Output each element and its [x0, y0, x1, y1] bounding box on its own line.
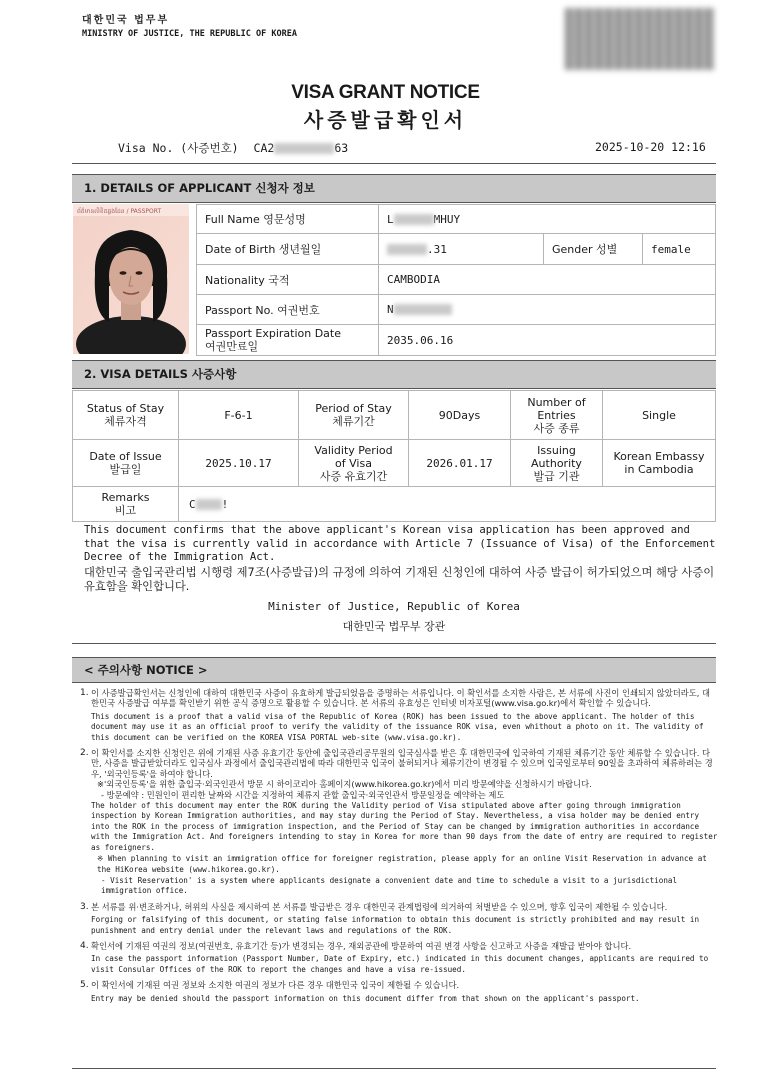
notice-item-english: This document is a proof that a valid visa of the Republic of Korea (ROK) has been issued to the above applicant. The holder of this document may use it as an official proof to verify the validity of the issuance ROK visa, even whithout a photo on it. The validity of this document can be verified on the KOREA VISA PORTAL web-site (www.visa.go.kr).: [91, 711, 704, 742]
barcode-redacted: [565, 8, 715, 70]
issuing-authority-label-en2: Authority: [531, 456, 582, 470]
validity-period-label: [298, 439, 409, 487]
notice-item-english: In case the passport information (Passport Number, Date of Expiry, etc.) indicated in this document changes, applicants are required to visit Consular Offices of the ROK to report the changes and have a visa re-issued.: [91, 954, 709, 974]
passport-expiration-label: [196, 324, 379, 356]
nationality-label: Nationality 국적: [196, 264, 379, 295]
issuing-authority-label: [510, 439, 603, 487]
entries-label: [510, 390, 603, 440]
remarks-label-en: Remarks: [101, 491, 150, 504]
bottom-divider: [72, 1068, 716, 1069]
dob-suffix: .31: [427, 242, 447, 256]
issuing-authority-label-en1: Issuing: [537, 443, 576, 457]
status-of-stay-value: F-6-1: [178, 390, 299, 440]
notice-item-korean: 이 확인서를 소지한 신청인은 위에 기재된 사증 유효기간 동안에 출입국관리공무원의 입국심사를 받은 후 대한민국에 입국하여 기재된 체류기간 동안 체류할 수 있습니다. 다만, 사증을 발급받았더라도 입국심사 과정에서 출입국관리법에 따라 대한민국 입국이 불허되거나 체류기간이 변경될 수 있으며 입국일로부터 90일을 초과하여 체류하려는 경우, '외국인등록'을 하여야 합니다.: [91, 748, 713, 779]
signer-english: Minister of Justice, Republic of Korea: [268, 600, 520, 613]
entries-label-en1: Number of: [527, 395, 586, 409]
passport-expiration-value: 2035.06.16: [378, 324, 716, 356]
full-name-suffix: MHUY: [433, 212, 461, 226]
document-title-english: VISA GRANT NOTICE: [291, 82, 480, 103]
section-visa-header: 2. VISA DETAILS 사증사항: [72, 360, 716, 389]
notice-item: [80, 688, 718, 743]
validity-period-label-ko: 사증 유효기간: [319, 469, 388, 483]
date-of-issue-value: 2025.10.17: [178, 439, 299, 487]
gender-value: female: [642, 233, 716, 265]
visa-number-label: Visa No. (사증번호): [118, 141, 239, 155]
notice-item-number: 1.: [80, 688, 89, 698]
remarks-value: [178, 486, 716, 522]
section-applicant-header: 1. DETAILS OF APPLICANT 신청자 정보: [72, 174, 716, 203]
entries-value: Single: [602, 390, 716, 440]
passport-number-label: Passport No. 여권번호: [196, 294, 379, 325]
notice-item-english: Entry may be denied should the passport information on this document differ from that shown on the applicant's passport.: [91, 993, 640, 1003]
confirmation-text-korean: 대한민국 출입국관리법 시행령 제7조(사증발급)의 규정에 의하여 기재된 신청인에 대하여 사증 발급이 허가되었으며 해당 사증이 유효함을 확인합니다.: [84, 566, 715, 593]
notice-item: [80, 980, 718, 1004]
nationality-value: CAMBODIA: [378, 264, 716, 295]
notice-list: [80, 688, 718, 1004]
status-of-stay-label-en: Status of Stay: [86, 402, 165, 415]
validity-period-label-en1: Validity Period: [314, 443, 393, 457]
notice-item-english-subnote: - Visit Reservation' is a system where applicants designate a convenient date and time to schedule a visit to a jurisdictional immigration office.: [101, 875, 678, 896]
date-of-issue-label: [72, 439, 179, 487]
visa-number-suffix: 63: [334, 141, 349, 155]
photo-caption: ព័ត៌មានលិខិតឆ្លងដែន / PASSPORT: [77, 208, 162, 215]
notice-item-korean-subnote: - 방문예약 : 민원인이 편리한 날짜와 시간을 지정하여 체류지 관할 출입국·외국인관서 방문일정을 예약하는 제도: [101, 789, 505, 800]
notice-item: [80, 941, 718, 975]
issuing-authority-value-line1: Korean Embassy: [613, 450, 705, 463]
signer-korean: 대한민국 법무부 장관: [342, 620, 446, 633]
entries-label-ko: 사증 종류: [533, 421, 580, 435]
visa-number-prefix: CA2: [253, 141, 275, 155]
passport-expiration-label-en: Passport Expiration Date: [205, 327, 342, 340]
period-of-stay-label-ko: 체류기간: [332, 415, 375, 428]
remarks-suffix: !: [221, 497, 229, 511]
date-of-issue-label-ko: 발급일: [109, 463, 142, 476]
remarks-label: [72, 486, 179, 522]
redacted-block: [394, 304, 452, 315]
status-of-stay-label: [72, 390, 179, 440]
full-name-value: [378, 204, 716, 234]
notice-item-korean: 이 확인서에 기재된 여권 정보와 소지한 여권의 정보가 다른 경우 대한민국 입국이 제한될 수 있습니다.: [91, 980, 460, 991]
validity-period-label-en2: of Visa: [335, 456, 372, 470]
notice-item-english: The holder of this document may enter the ROK during the Validity period of Visa stipulated above after going through immigration inspection by Korean Immigration authorities, and may stay during the Period of Stay. Nevertheless, a visa holder may be denied entry into the ROK in the process of immigration inspection, and the Period of Stay can be changed by immigration authorities in accordance with the Immigration Act. And foreigners intending to stay in Korea for more than 90 days from the date of entry are required to register as foreigners.: [91, 801, 718, 852]
dob-value: [378, 233, 544, 265]
redacted-block: [387, 244, 427, 255]
divider: [72, 643, 716, 644]
gender-label: Gender 성별: [543, 233, 643, 265]
divider: [72, 163, 716, 164]
ministry-name-english: MINISTRY OF JUSTICE, THE REPUBLIC OF KOREA: [82, 29, 297, 39]
passport-number-value: [378, 294, 716, 325]
full-name-prefix: L: [387, 212, 394, 226]
confirmation-text-english: This document confirms that the above applicant's Korean visa application has been approved and that the visa is currently valid in accordance with Article 7 (Issuance of Visa) of the Enforcement Decree of the Immigration Act.: [84, 524, 716, 563]
notice-header: < 주의사항 NOTICE >: [72, 657, 716, 683]
status-of-stay-label-ko: 체류자격: [104, 415, 147, 428]
notice-item-korean: 확인서에 기재된 여권의 정보(여권번호, 유효기간 등)가 변경되는 경우, 재외공관에 방문하여 여권 변경 사항을 신고하고 사증을 재발급 받아야 합니다.: [91, 940, 632, 951]
issuing-authority-label-ko: 발급 기관: [533, 469, 580, 483]
entries-label-en2: Entries: [537, 408, 576, 422]
validity-period-value: 2026.01.17: [408, 439, 511, 487]
redacted-block: [274, 143, 334, 154]
redacted-block: [196, 499, 222, 510]
notice-item-number: 2.: [80, 748, 89, 759]
redacted-block: [394, 214, 434, 225]
notice-item-korean: 본 서류를 위·변조하거나, 허위의 사실을 제시하여 본 서류를 발급받은 경우 대한민국 관계법령에 의거하여 처벌받을 수 있으며, 향후 입국이 제한될 수 있습니다.: [91, 901, 668, 912]
full-name-label: Full Name 영문성명: [196, 204, 379, 234]
notice-item: [80, 748, 718, 897]
issuing-authority-value-line2: in Cambodia: [624, 463, 694, 476]
applicant-photo: [73, 204, 189, 354]
passport-expiration-label-ko: 여권만료일: [205, 340, 259, 353]
notice-item-korean: 이 사증발급확인서는 신청인에 대하여 대한민국 사증이 유효하게 발급되었음을 증명하는 서류입니다. 이 확인서를 소지한 사람은, 본 서류에 사진이 인쇄되지 않았더라도, 대한민국 사증발급 여부를 확인받기 위한 공식 증명으로 활용할 수 있습니다. 본 서류의 유효성은 인터넷 비자포털(www.visa.go.kr)에서 확인할 수 있습니다.: [91, 688, 711, 709]
period-of-stay-label: [298, 390, 409, 440]
document-title-korean: 사증발급확인서: [303, 108, 468, 132]
notice-item-number: 5.: [80, 980, 89, 991]
dob-label: Date of Birth 생년월일: [196, 233, 379, 265]
date-of-issue-label-en: Date of Issue: [89, 450, 162, 463]
notice-item-number: 4.: [80, 940, 89, 951]
notice-item-number: 3.: [80, 901, 89, 912]
notice-item: [80, 902, 718, 936]
remarks-prefix: C: [189, 497, 196, 511]
issued-datetime: 2025-10-20 12:16: [595, 140, 706, 154]
remarks-label-ko: 비고: [114, 504, 137, 517]
ministry-name-korean: 대한민국 법무부: [82, 15, 170, 26]
passport-number-prefix: N: [387, 303, 394, 316]
visa-number: [118, 140, 348, 156]
notice-item-english-note: ※ When planning to visit an immigration office for foreigner registration, please apply for an online Visit Reservation in advance at the HiKorea website (www.hikorea.go.kr).: [97, 854, 707, 874]
notice-item-english: Forging or falsifying of this document, or stating false information to obtain this document is strictly prohibited and may result in punishment and entry denial under the relevant laws and regulations of the ROK.: [91, 915, 700, 935]
period-of-stay-label-en: Period of Stay: [315, 402, 392, 415]
issuing-authority-value: [602, 439, 716, 487]
period-of-stay-value: 90Days: [408, 390, 511, 440]
notice-item-korean-note: ※'외국인등록'을 위한 출입국·외국인관서 방문 시 하이코리아 홈페이지(www.hikorea.go.kr)에서 미리 방문예약을 신청하시기 바랍니다.: [97, 779, 592, 790]
